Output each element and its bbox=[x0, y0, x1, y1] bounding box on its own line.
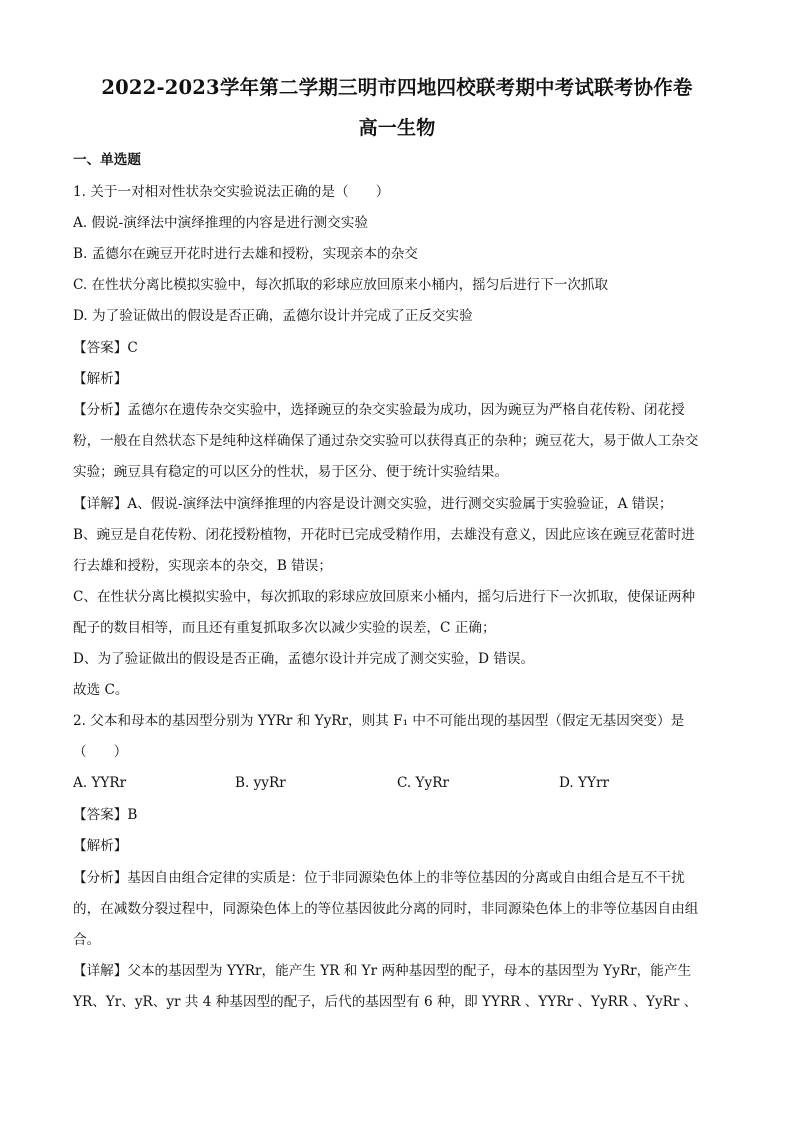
q1-analysis-line: 实验；豌豆具有稳定的可以区分的性状，易于区分、便于统计实验结果。 bbox=[73, 464, 508, 480]
q2-analysis-line: 的，在减数分裂过程中，同源染色体上的等位基因彼此分离的同时，非同源染色体上的非等位基因自由组 bbox=[73, 901, 699, 917]
q1-detail-line: 【详解】A、假说-演绎法中演绎推理的内容是设计测交实验，进行测交实验属于实验验证，A 错误； bbox=[73, 496, 673, 512]
q1-option-b: B. 孟德尔在豌豆开花时进行去雄和授粉，实现亲本的杂交 bbox=[73, 246, 418, 262]
q2-option-c: C. YyRr bbox=[397, 775, 449, 791]
q2-analysis-line: 【分析】基因自由组合定律的实质是：位于非同源染色体上的非等位基因的分离或自由组合是互不干扰 bbox=[73, 870, 685, 886]
document-subtitle: 高一生物 bbox=[358, 117, 436, 139]
q1-detail-line: B、豌豆是自花传粉、闭花授粉植物，开花时已完成受精作用，去雄没有意义，因此应该在豌豆花蕾时进 bbox=[73, 527, 695, 543]
q1-detail-line: 配子的数目相等，而且还有重复抓取多次以减少实验的误差，C 正确； bbox=[73, 620, 496, 636]
q1-answer: 【答案】C bbox=[73, 340, 138, 356]
q2-detail-line: YR、Yr、yR、yr 共 4 种基因型的配子，后代的基因型有 6 种，即 YYRR 、YYRr 、YyRR 、YyRr 、 bbox=[73, 994, 698, 1010]
q2-option-b: B. yyRr bbox=[235, 775, 286, 791]
q2-detail-line: 【详解】父本的基因型为 YYRr，能产生 YR 和 Yr 两种基因型的配子，母本的基因型为 YyRr，能产生 bbox=[73, 963, 692, 979]
q1-detail-line: D、为了验证做出的假设是否正确，孟德尔设计并完成了测交实验，D 错误。 bbox=[73, 651, 535, 667]
q1-detail-line: C、在性状分离比模拟实验中，每次抓取的彩球应放回原来小桶内，摇匀后进行下一次抓取，使保证两种 bbox=[73, 589, 696, 605]
q2-answer: 【答案】B bbox=[73, 807, 138, 823]
q2-option-a: A. YYRr bbox=[73, 775, 127, 791]
section-heading: 一、单选题 bbox=[73, 152, 141, 168]
q1-conclusion: 故选 C。 bbox=[73, 682, 129, 698]
q1-stem: 1. 关于一对相对性状杂交实验说法正确的是（ ） bbox=[73, 184, 390, 200]
q2-stem: 2. 父本和母本的基因型分别为 YYRr 和 YyRr，则其 F₁ 中不可能出现的基因型（假定无基因突变）是 bbox=[73, 713, 685, 729]
q1-detail-line: 行去雄和授粉，实现亲本的杂交，B 错误； bbox=[73, 558, 332, 574]
q2-jiexi-label: 【解析】 bbox=[73, 838, 128, 854]
q1-analysis-line: 粉，一般在自然状态下是纯种这样确保了通过杂交实验可以获得真正的杂种；豌豆花大，易于做人工杂交 bbox=[73, 433, 699, 449]
q1-option-a: A. 假说-演绎法中演绎推理的内容是进行测交实验 bbox=[73, 215, 368, 231]
q2-analysis-line: 合。 bbox=[73, 932, 101, 948]
document-title: 2022-2023学年第二学期三明市四地四校联考期中考试联考协作卷 bbox=[101, 76, 693, 99]
q1-option-c: C. 在性状分离比模拟实验中，每次抓取的彩球应放回原来小桶内，摇匀后进行下一次抓取 bbox=[73, 277, 609, 293]
q1-analysis-line: 【分析】孟德尔在遗传杂交实验中，选择豌豆的杂交实验最为成功，因为豌豆为严格自花传粉、闭花授 bbox=[73, 402, 685, 418]
q1-option-d: D. 为了验证做出的假设是否正确，孟德尔设计并完成了正反交实验 bbox=[73, 308, 473, 324]
q2-option-d: D. YYrr bbox=[559, 775, 610, 791]
q2-stem-blank: （ ） bbox=[73, 744, 128, 760]
q1-jiexi-label: 【解析】 bbox=[73, 371, 128, 387]
